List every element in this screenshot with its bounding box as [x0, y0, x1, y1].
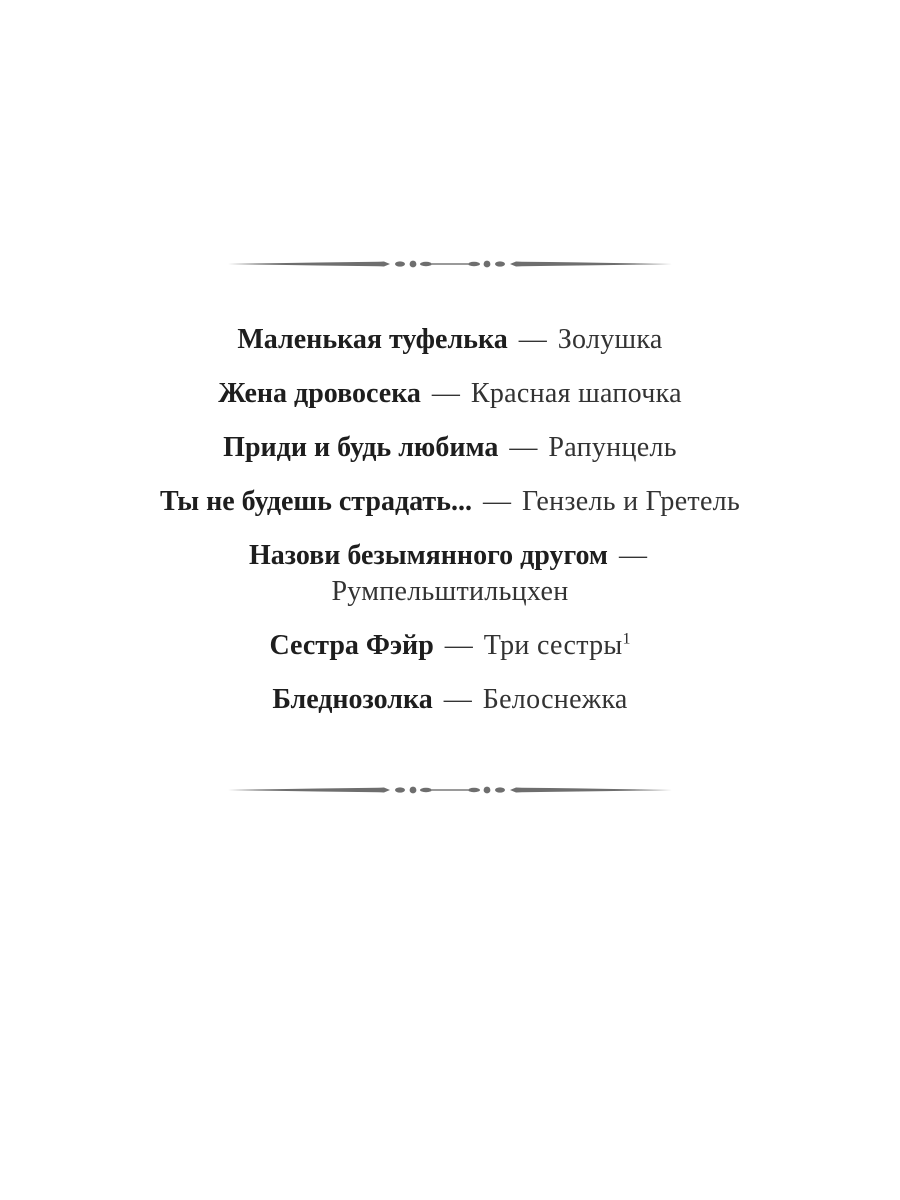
source-tale: Золушка — [557, 324, 663, 355]
story-title: Маленькая туфелька — [237, 324, 508, 355]
story-title: Бледнозолка — [272, 684, 433, 715]
story-entry — [0, 484, 900, 520]
story-title: Жена дровосека — [218, 378, 421, 409]
story-title: Ты не будешь страдать... — [159, 486, 472, 517]
story-title: Назови безымянного другом — [248, 540, 609, 571]
story-entry — [0, 628, 900, 664]
em-dash: — — [482, 486, 511, 517]
footnote-marker: 1 — [622, 630, 631, 648]
source-tale: Гензель и Гретель — [521, 486, 741, 517]
source-tale: Румпельштильцхен — [331, 576, 569, 607]
source-tale: Рапунцель — [548, 432, 677, 463]
bottom-ornament-divider — [228, 783, 672, 797]
story-entry — [0, 430, 900, 466]
story-entry — [0, 538, 900, 610]
source-tale: Белоснежка — [482, 684, 628, 715]
em-dash: — — [443, 684, 472, 715]
story-entry — [0, 376, 900, 412]
story-title: Сестра Фэйр — [269, 630, 434, 661]
em-dash: — — [619, 540, 648, 571]
top-ornament-divider — [228, 257, 672, 271]
em-dash: — — [509, 432, 538, 463]
story-entry — [0, 682, 900, 718]
em-dash: — — [518, 324, 547, 355]
em-dash: — — [444, 630, 473, 661]
story-entry — [0, 322, 900, 358]
source-tale: Три сестры — [483, 630, 623, 661]
story-title: Приди и будь любима — [223, 432, 499, 463]
source-tale: Красная шапочка — [470, 378, 682, 409]
story-list — [0, 322, 900, 736]
em-dash: — — [431, 378, 460, 409]
